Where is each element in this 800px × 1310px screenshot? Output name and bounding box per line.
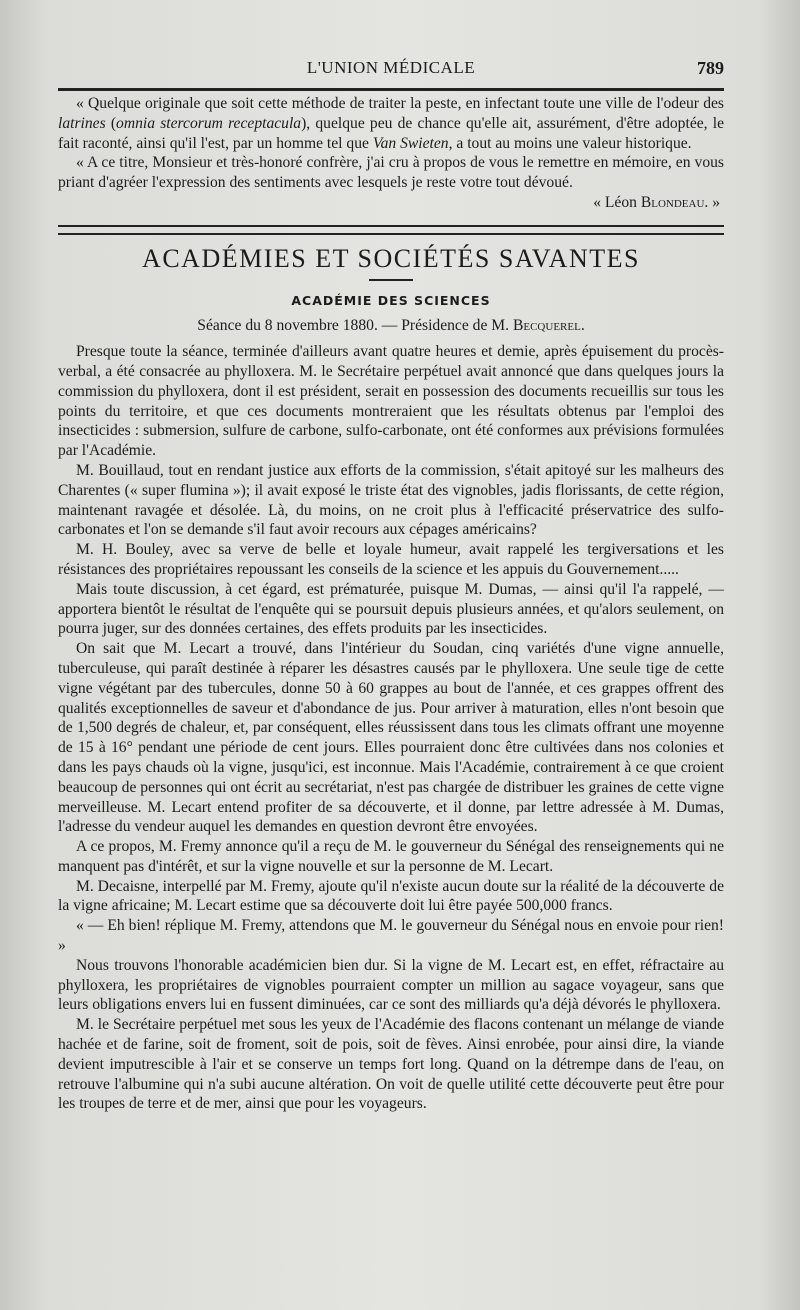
letter-signature-row (58, 193, 724, 213)
page-content (58, 94, 724, 1114)
letter-signature (593, 193, 720, 213)
signature-name: Blondeau (640, 193, 705, 211)
letter-paragraph-2: « A ce titre, Monsieur et très-honoré confrère, j'ai cru à propos de vous le remettre en mémoire, en vous priant d'agréer l'expression des sentiments avec lesquels je reste votre tout dévoué. (58, 154, 724, 192)
body-paragraph: « — Eh bien! réplique M. Fremy, attendons que M. le gouverneur du Sénégal nous en envoie pour rien! » (58, 917, 724, 955)
subsection-title: ACADÉMIE DES SCIENCES (291, 292, 491, 308)
letter-text: « Quelque originale que soit cette méthode de traiter la peste, en infectant toute une ville de l'odeur des (76, 95, 724, 112)
session-prefix: Séance du 8 novembre 1880. — Présidence de M. (197, 317, 513, 335)
letter-italic-latin: omnia stercorum receptacula (116, 114, 302, 132)
session-president: Becquerel (512, 317, 581, 335)
body-paragraph: On sait que M. Lecart a trouvé, dans l'intérieur du Soudan, cinq variétés d'une vigne annuelle, tuberculeuse, qui paraît destinée à réparer les désastres causés par le phylloxera. Une seule tige de cette vigne végétant par des tubercules, donne 50 à 60 grappes au bout de l'année, et ces grappes offrent des qualités exceptionnelles de saveur et d'abondance de jus. Pour arriver à maturation, elles n'ont besoin que de 1,500 degrés de chaleur, et, par conséquent, elles réussissent dans tous les climats offrant une moyenne de 15 à 16° pendant une période de cent jours. Elles pourraient donc être cultivées dans nos colonies et dans les pays chauds où la vigne, jusqu'ici, est inconnue. Mais l'Académie, contrairement à ce que croient beaucoup de personnes qui ont écrit au secrétariat, n'est pas chargée de distribuer les graines de cette vigne merveilleuse. M. Lecart entend profiter de sa découverte, et il donne, par lettre adressée à M. Dumas, l'adresse du vendeur auquel les demandes en question devront être envoyées. (58, 640, 724, 836)
session-line (58, 316, 724, 336)
body-paragraph: Nous trouvons l'honorable académicien bien dur. Si la vigne de M. Lecart est, en effet, réfractaire au phylloxera, les propriétaires de vignobles pourraient compter un million au sagace voyageur, sans que leurs obligations envers lui en fussent diminuées, car ce sont des milliards qu'a déjà dévorés le phylloxera. (58, 956, 724, 1014)
section-title-rule (369, 279, 413, 281)
body-paragraph: A ce propos, M. Fremy annonce qu'il a reçu de M. le gouverneur du Sénégal des renseignements qui ne manquent pas d'intérêt, et sur la vigne nouvelle et sur la personne de M. Lecart. (58, 838, 724, 875)
section-divider (58, 225, 724, 235)
page-number: 789 (697, 58, 724, 78)
page-header (58, 58, 724, 84)
body-paragraph: M. le Secrétaire perpétuel met sous les yeux de l'Académie des flacons contenant un mélange de viande hachée et de farine, soit de froment, soit de pois, soit de fèves. Ainsi enrobée, pour ainsi dire, la viande devient imputrescible à l'air et se conserve un temps fort long. Quand on la détrempe dans de l'eau, on retrouve l'albumine qui n'a subi aucune altération. On voit de quelle utilité cette découverte peut être pour les troupes de terre et de mer, ainsi que pour les voyageurs. (58, 1016, 724, 1113)
body-paragraph: M. Bouillaud, tout en rendant justice aux efforts de la commission, s'était apitoyé sur les malheurs des Charentes (« super flumina »); il avait exposé le triste état des vignobles, jadis florissants, de cette région, maintenant ravagée et désolée. Là, du moins, on ne croit plus à l'efficacité préservatrice des sulfo-carbonates et l'on se demande s'il faut avoir recours aux cépages américains? (58, 461, 724, 539)
session-suffix: . (580, 317, 585, 335)
body-paragraph: M. Decaisne, interpellé par M. Fremy, ajoute qu'il n'existe aucun doute sur la réalité de la découverte de la vigne africaine; M. Lecart estime que sa découverte doit lui être payée 500,000 francs. (58, 877, 724, 915)
body-paragraph: Presque toute la séance, terminée d'ailleurs avant quatre heures et demie, après épuisement du procès-verbal, a été consacrée au phylloxera. M. le Secrétaire perpétuel avait annoncé que dans quelques jours la commission du phylloxera, dont il est président, serait en possession des documents recueillis sur tous les points du territoire, et que ces documents montreraient que les résultats obtenus par l'emploi des insecticides : submersion, sulfure de carbone, sulfo-carbonate, ont été conformes aux prévisions formulées par l'Académie. (58, 343, 724, 460)
signature-prefix: « Léon (593, 193, 641, 211)
letter-paragraph-1 (58, 94, 724, 153)
letter-text: , a tout au moins une valeur historique. (448, 134, 692, 152)
letter-italic-name: Van Swieten (372, 134, 449, 152)
letter-text: ( (105, 114, 117, 132)
header-rule (58, 88, 724, 91)
letter-italic-latrines: latrines (58, 114, 106, 132)
body-paragraph: M. H. Bouley, avec sa verve de belle et loyale humeur, avait rappelé les tergiversations et les résistances des propriétaires repoussant les conseils de la science et les appuis du Gouvernement..... (58, 541, 724, 578)
running-title: L'UNION MÉDICALE (306, 58, 476, 77)
section-title: ACADÉMIES ET SOCIÉTÉS SAVANTES (142, 243, 640, 273)
signature-suffix: . » (704, 193, 720, 211)
letter-text: ), quelque peu de chance qu'elle ait, assurément, d'être adoptée, le fait raconté, ainsi qu'il l'est, par un homme tel que (58, 114, 724, 152)
body-paragraph: Mais toute discussion, à cet égard, est prématurée, puisque M. Dumas, — ainsi qu'il l'a rappelé, — apportera bientôt le résultat de l'enquête qui se poursuit depuis plusieurs années, et qu'alors seulement, on pourra juger, sur des données certaines, des effets produits par les insecticides. (58, 580, 724, 638)
